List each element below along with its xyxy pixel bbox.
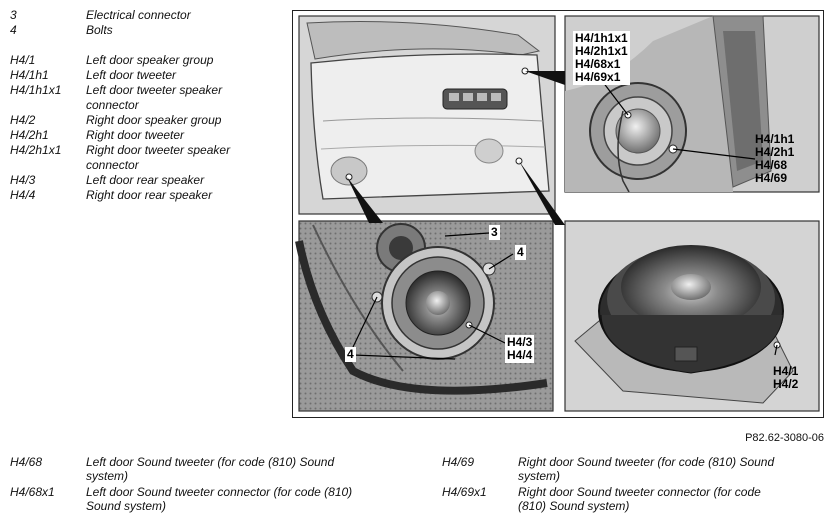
legend-desc: Right door rear speaker: [86, 188, 213, 202]
speaker-figure: [292, 10, 824, 418]
legend-code: 4: [10, 23, 17, 37]
legend-desc: Electrical connector: [86, 8, 191, 22]
legend-desc: Bolts: [86, 23, 113, 37]
legend-row: [442, 485, 788, 513]
legend-row: [10, 23, 276, 38]
legend-desc: Right door tweeter: [86, 128, 185, 142]
legend-code: H4/68: [10, 455, 43, 469]
legend-code: H4/1h1x1: [10, 83, 62, 97]
callout-rear-speakers: [505, 335, 534, 363]
legend-desc: Left door Sound tweeter (for code (810) Sound system): [86, 455, 335, 483]
callout-4: 4: [347, 347, 354, 361]
legend-desc: Left door speaker group: [86, 53, 214, 67]
legend-desc: Right door Sound tweeter (for code (810) Sound system): [518, 455, 775, 483]
legend-desc: Left door rear speaker: [86, 173, 205, 187]
legend-row: [10, 83, 276, 113]
legend-row: [10, 53, 276, 68]
legend-code: H4/2h1: [10, 128, 49, 142]
callout-label: H4/68: [755, 158, 788, 172]
legend-code: H4/4: [10, 188, 36, 202]
legend-bottom-right: [442, 455, 788, 513]
legend-desc: Left door tweeter: [86, 68, 177, 82]
figure-illustration: [293, 11, 823, 417]
legend-row: [10, 455, 356, 483]
legend-row: [10, 188, 276, 203]
callout-label: H4/68x1: [575, 57, 621, 71]
callout-speaker-groups: [773, 365, 798, 391]
callout-label: H4/1: [773, 364, 799, 378]
legend-code: H4/3: [10, 173, 36, 187]
legend-code: H4/1: [10, 53, 36, 67]
callout-label: H4/1h1x1: [575, 31, 628, 45]
callout-label: H4/69x1: [575, 70, 621, 84]
legend-desc: Left door tweeter speaker connector: [86, 83, 223, 112]
legend-row: [10, 68, 276, 83]
callout-tweeter-connectors: [573, 31, 630, 85]
legend-desc: Left door Sound tweeter connector (for code (810) Sound system): [86, 485, 353, 513]
legend-row: [10, 143, 276, 173]
callout-label: H4/2h1: [755, 145, 795, 159]
callout-label: H4/2: [773, 377, 799, 391]
legend-desc: Right door speaker group: [86, 113, 222, 127]
legend-desc: Right door tweeter speaker connector: [86, 143, 231, 172]
callout-label: H4/1h1: [755, 132, 795, 146]
legend-bottom-left: [10, 455, 356, 513]
callout-label: H4/3: [507, 335, 533, 349]
callout-4: 4: [517, 245, 524, 259]
legend-row: [10, 8, 276, 23]
callout-label: H4/69: [755, 171, 788, 185]
figure-reference: P82.62-3080-06: [745, 432, 824, 444]
legend-code: H4/69x1: [442, 485, 487, 499]
callout-label: H4/4: [507, 348, 533, 362]
legend-row: [442, 455, 788, 483]
legend-top: [10, 8, 276, 203]
legend-code: 3: [10, 8, 17, 22]
legend-code: H4/69: [442, 455, 475, 469]
callout-label: H4/2h1x1: [575, 44, 628, 58]
legend-row: [10, 485, 356, 513]
door-overview-panel: [299, 16, 555, 214]
legend-row: [10, 113, 276, 128]
legend-code: H4/68x1: [10, 485, 55, 499]
legend-code: H4/2h1x1: [10, 143, 62, 157]
legend-desc: Right door Sound tweeter connector (for code (810) Sound system): [518, 485, 761, 513]
legend-code: H4/1h1: [10, 68, 49, 82]
legend-code: H4/2: [10, 113, 36, 127]
callout-3: 3: [491, 225, 498, 239]
legend-row: [10, 173, 276, 188]
legend-row: [10, 128, 276, 143]
callout-tweeters: [755, 133, 794, 185]
